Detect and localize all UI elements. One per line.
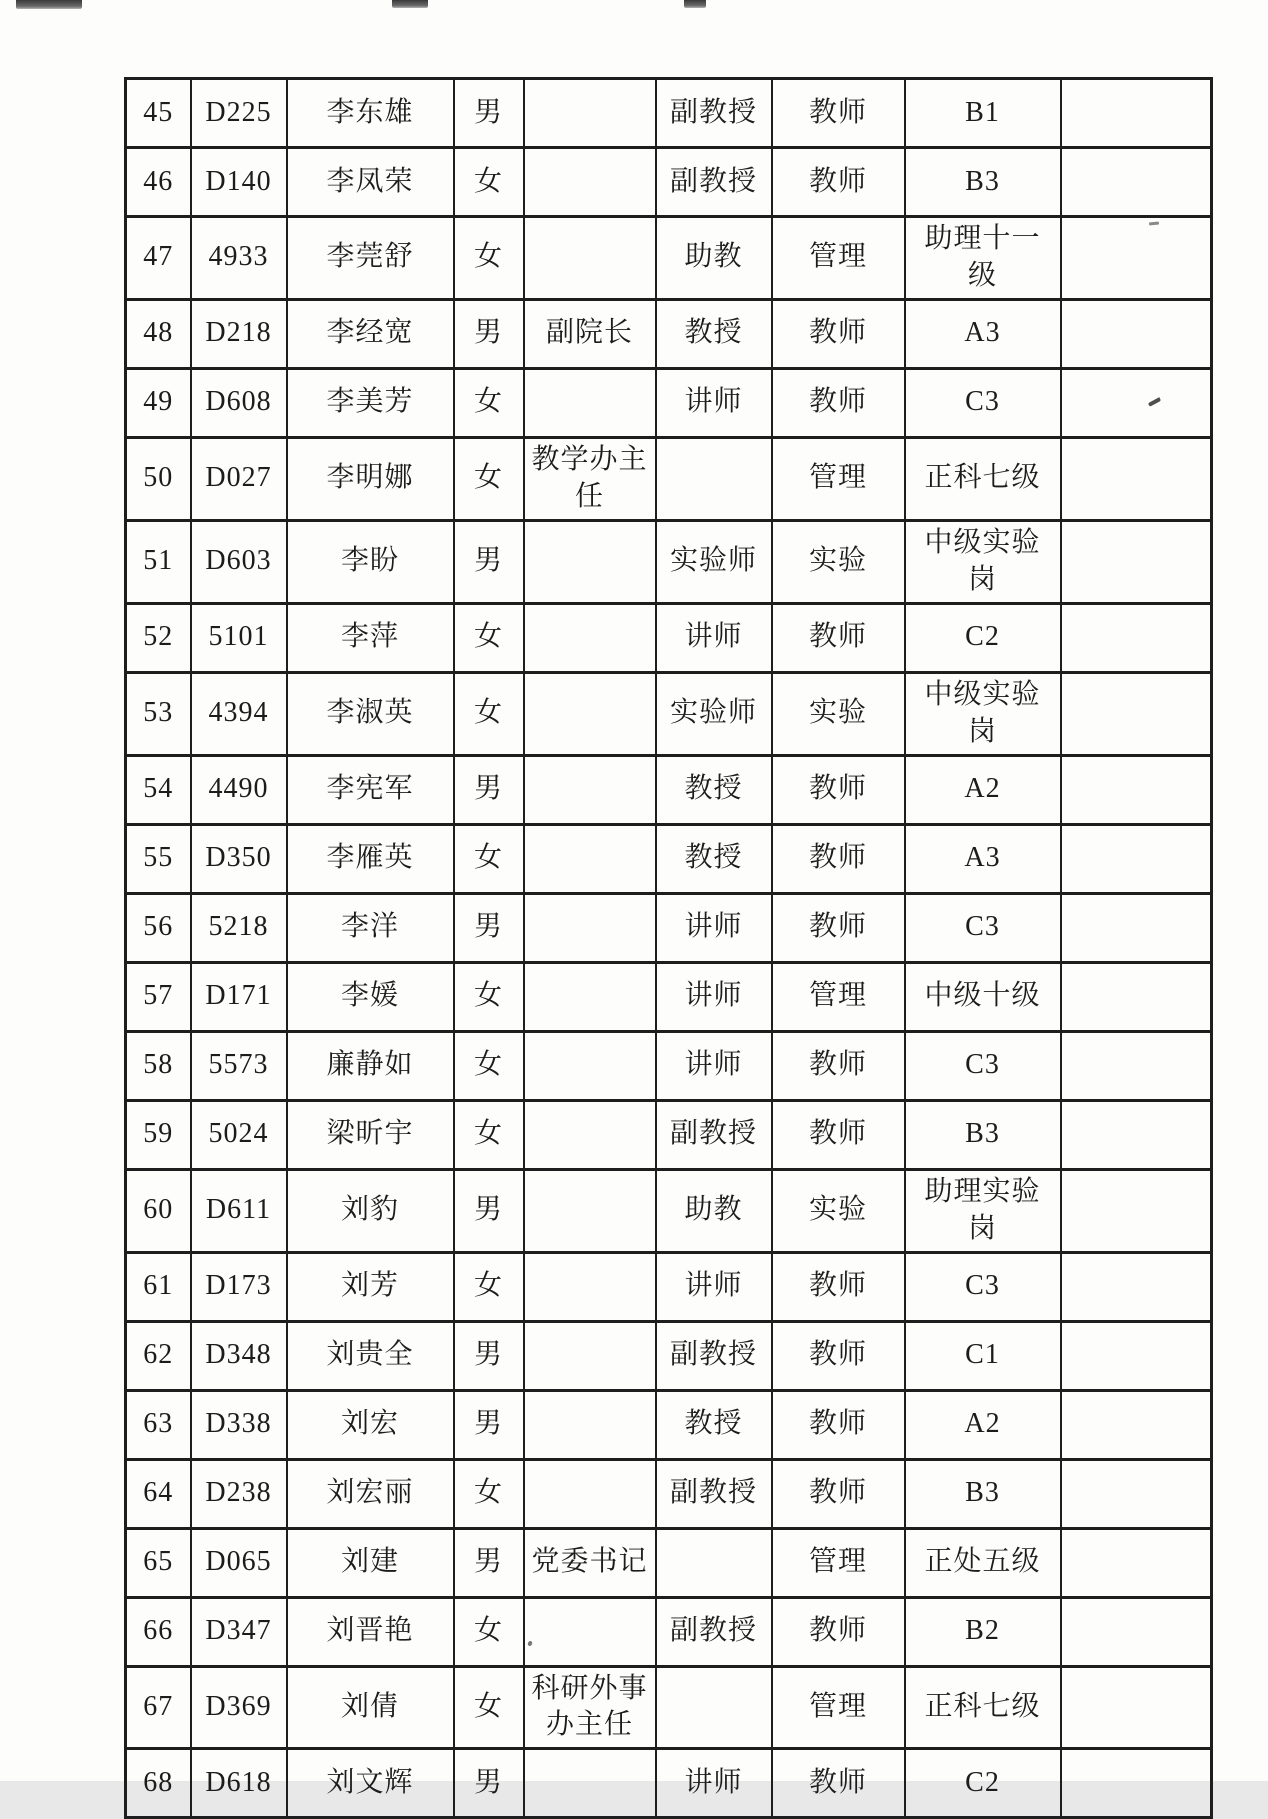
cell-seq: 51	[126, 520, 191, 603]
cell-level: 中级实验岗	[905, 520, 1061, 603]
table-row	[126, 1749, 1212, 1818]
scan-edge-artifact	[684, 0, 706, 8]
cell-gender: 男	[454, 893, 524, 962]
cell-code: 4394	[191, 672, 287, 755]
table-row	[126, 1597, 1212, 1666]
cell-duty	[524, 1100, 656, 1169]
cell-seq: 62	[126, 1321, 191, 1390]
table-row	[126, 824, 1212, 893]
cell-title	[656, 437, 772, 520]
cell-duty	[524, 755, 656, 824]
cell-duty	[524, 217, 656, 300]
cell-category: 教师	[772, 603, 905, 672]
cell-seq: 68	[126, 1749, 191, 1818]
cell-code: D608	[191, 368, 287, 437]
cell-code: 5024	[191, 1100, 287, 1169]
cell-category: 管理	[772, 217, 905, 300]
cell-name: 李盼	[287, 520, 454, 603]
cell-level: 中级十级	[905, 962, 1061, 1031]
cell-code: D618	[191, 1749, 287, 1818]
table-row	[126, 1252, 1212, 1321]
cell-gender: 男	[454, 755, 524, 824]
cell-category: 教师	[772, 1031, 905, 1100]
cell-category: 教师	[772, 1390, 905, 1459]
cell-name: 刘宏丽	[287, 1459, 454, 1528]
cell-title: 讲师	[656, 1031, 772, 1100]
cell-name: 刘晋艳	[287, 1597, 454, 1666]
cell-gender: 女	[454, 1031, 524, 1100]
cell-gender: 女	[454, 1100, 524, 1169]
cell-remark	[1061, 1597, 1212, 1666]
cell-gender: 男	[454, 79, 524, 148]
cell-category: 教师	[772, 299, 905, 368]
cell-name: 李宪军	[287, 755, 454, 824]
cell-duty	[524, 1252, 656, 1321]
cell-level: C1	[905, 1321, 1061, 1390]
cell-title: 讲师	[656, 1252, 772, 1321]
cell-name: 刘豹	[287, 1169, 454, 1252]
cell-category: 管理	[772, 962, 905, 1031]
cell-duty	[524, 1321, 656, 1390]
cell-level: B3	[905, 148, 1061, 217]
personnel-roster-table	[124, 77, 1213, 1819]
cell-remark	[1061, 755, 1212, 824]
cell-code: D140	[191, 148, 287, 217]
cell-code: D027	[191, 437, 287, 520]
cell-remark	[1061, 148, 1212, 217]
cell-title: 讲师	[656, 368, 772, 437]
cell-code: D238	[191, 1459, 287, 1528]
cell-category: 教师	[772, 1749, 905, 1818]
cell-category: 教师	[772, 893, 905, 962]
table-row	[126, 1321, 1212, 1390]
cell-gender: 男	[454, 299, 524, 368]
cell-category: 管理	[772, 1528, 905, 1597]
cell-title: 讲师	[656, 962, 772, 1031]
cell-gender: 女	[454, 1666, 524, 1749]
table-body	[126, 79, 1212, 1818]
cell-title: 教授	[656, 755, 772, 824]
cell-seq: 58	[126, 1031, 191, 1100]
cell-title: 实验师	[656, 672, 772, 755]
cell-duty	[524, 893, 656, 962]
cell-code: D218	[191, 299, 287, 368]
cell-title: 讲师	[656, 1749, 772, 1818]
cell-duty: 副院长	[524, 299, 656, 368]
cell-remark	[1061, 962, 1212, 1031]
cell-title: 助教	[656, 217, 772, 300]
cell-name: 李莞舒	[287, 217, 454, 300]
cell-title: 教授	[656, 299, 772, 368]
table-row	[126, 1528, 1212, 1597]
cell-remark	[1061, 824, 1212, 893]
cell-title: 助教	[656, 1169, 772, 1252]
cell-seq: 47	[126, 217, 191, 300]
cell-level: 正科七级	[905, 437, 1061, 520]
cell-name: 刘倩	[287, 1666, 454, 1749]
cell-gender: 男	[454, 1749, 524, 1818]
cell-category: 教师	[772, 1100, 905, 1169]
cell-code: D338	[191, 1390, 287, 1459]
cell-level: 正处五级	[905, 1528, 1061, 1597]
table-row	[126, 1100, 1212, 1169]
cell-remark	[1061, 520, 1212, 603]
cell-name: 李淑英	[287, 672, 454, 755]
cell-seq: 50	[126, 437, 191, 520]
cell-seq: 45	[126, 79, 191, 148]
cell-name: 刘芳	[287, 1252, 454, 1321]
cell-seq: 46	[126, 148, 191, 217]
cell-gender: 女	[454, 368, 524, 437]
cell-duty: 党委书记	[524, 1528, 656, 1597]
cell-name: 李洋	[287, 893, 454, 962]
cell-duty	[524, 1459, 656, 1528]
table-row	[126, 1169, 1212, 1252]
cell-remark	[1061, 1528, 1212, 1597]
cell-code: D171	[191, 962, 287, 1031]
cell-category: 教师	[772, 1321, 905, 1390]
cell-category: 教师	[772, 1252, 905, 1321]
cell-level: A2	[905, 1390, 1061, 1459]
cell-seq: 52	[126, 603, 191, 672]
table-row	[126, 79, 1212, 148]
cell-category: 教师	[772, 824, 905, 893]
cell-level: C3	[905, 1031, 1061, 1100]
cell-name: 刘贵全	[287, 1321, 454, 1390]
cell-code: D611	[191, 1169, 287, 1252]
cell-remark	[1061, 299, 1212, 368]
cell-name: 廉静如	[287, 1031, 454, 1100]
cell-seq: 67	[126, 1666, 191, 1749]
scan-edge-artifact	[16, 0, 82, 9]
table-row	[126, 755, 1212, 824]
cell-gender: 男	[454, 1169, 524, 1252]
cell-remark	[1061, 437, 1212, 520]
cell-title: 副教授	[656, 1459, 772, 1528]
cell-duty	[524, 672, 656, 755]
cell-title: 教授	[656, 1390, 772, 1459]
cell-level: B1	[905, 79, 1061, 148]
cell-duty	[524, 148, 656, 217]
cell-category: 管理	[772, 437, 905, 520]
cell-level: C3	[905, 893, 1061, 962]
cell-level: B3	[905, 1459, 1061, 1528]
cell-category: 教师	[772, 79, 905, 148]
cell-name: 李媛	[287, 962, 454, 1031]
cell-gender: 女	[454, 148, 524, 217]
cell-level: 中级实验岗	[905, 672, 1061, 755]
cell-duty	[524, 1749, 656, 1818]
table-row	[126, 603, 1212, 672]
cell-gender: 女	[454, 962, 524, 1031]
cell-category: 管理	[772, 1666, 905, 1749]
cell-seq: 63	[126, 1390, 191, 1459]
cell-name: 刘文辉	[287, 1749, 454, 1818]
cell-title: 副教授	[656, 148, 772, 217]
cell-gender: 女	[454, 1459, 524, 1528]
cell-code: D348	[191, 1321, 287, 1390]
cell-seq: 49	[126, 368, 191, 437]
cell-gender: 男	[454, 1528, 524, 1597]
cell-name: 刘建	[287, 1528, 454, 1597]
cell-name: 李萍	[287, 603, 454, 672]
table-row	[126, 217, 1212, 300]
cell-gender: 女	[454, 217, 524, 300]
table-row	[126, 437, 1212, 520]
cell-code: 4490	[191, 755, 287, 824]
cell-seq: 55	[126, 824, 191, 893]
cell-category: 教师	[772, 1459, 905, 1528]
cell-seq: 56	[126, 893, 191, 962]
cell-title: 讲师	[656, 603, 772, 672]
cell-duty	[524, 603, 656, 672]
cell-title: 教授	[656, 824, 772, 893]
cell-code: D347	[191, 1597, 287, 1666]
cell-code: D173	[191, 1252, 287, 1321]
cell-seq: 64	[126, 1459, 191, 1528]
table-row	[126, 368, 1212, 437]
cell-level: 正科七级	[905, 1666, 1061, 1749]
cell-name: 刘宏	[287, 1390, 454, 1459]
cell-title	[656, 1666, 772, 1749]
cell-title	[656, 1528, 772, 1597]
cell-duty	[524, 1597, 656, 1666]
cell-gender: 女	[454, 437, 524, 520]
cell-category: 教师	[772, 148, 905, 217]
cell-remark	[1061, 1749, 1212, 1818]
cell-duty	[524, 368, 656, 437]
cell-level: A2	[905, 755, 1061, 824]
cell-level: C2	[905, 603, 1061, 672]
cell-title: 讲师	[656, 893, 772, 962]
cell-name: 李凤荣	[287, 148, 454, 217]
cell-remark	[1061, 893, 1212, 962]
cell-name: 梁昕宇	[287, 1100, 454, 1169]
cell-seq: 66	[126, 1597, 191, 1666]
cell-seq: 61	[126, 1252, 191, 1321]
cell-remark	[1061, 217, 1212, 300]
cell-remark	[1061, 368, 1212, 437]
cell-code: D603	[191, 520, 287, 603]
cell-duty	[524, 1390, 656, 1459]
table-row	[126, 672, 1212, 755]
cell-gender: 男	[454, 1321, 524, 1390]
cell-code: 4933	[191, 217, 287, 300]
cell-gender: 男	[454, 520, 524, 603]
cell-gender: 女	[454, 1597, 524, 1666]
cell-remark	[1061, 1459, 1212, 1528]
cell-category: 实验	[772, 520, 905, 603]
cell-code: D369	[191, 1666, 287, 1749]
cell-seq: 59	[126, 1100, 191, 1169]
cell-code: D350	[191, 824, 287, 893]
cell-title: 副教授	[656, 79, 772, 148]
cell-duty: 科研外事办主任	[524, 1666, 656, 1749]
cell-code: 5101	[191, 603, 287, 672]
cell-level: C3	[905, 368, 1061, 437]
cell-remark	[1061, 1321, 1212, 1390]
cell-duty	[524, 1169, 656, 1252]
table-row	[126, 962, 1212, 1031]
cell-gender: 男	[454, 1390, 524, 1459]
cell-duty	[524, 962, 656, 1031]
table-row	[126, 1390, 1212, 1459]
cell-title: 副教授	[656, 1321, 772, 1390]
cell-level: B2	[905, 1597, 1061, 1666]
cell-remark	[1061, 1390, 1212, 1459]
cell-seq: 57	[126, 962, 191, 1031]
cell-level: 助理实验岗	[905, 1169, 1061, 1252]
cell-category: 教师	[772, 1597, 905, 1666]
cell-remark	[1061, 1100, 1212, 1169]
cell-duty	[524, 520, 656, 603]
cell-name: 李雁英	[287, 824, 454, 893]
table-row	[126, 1031, 1212, 1100]
cell-remark	[1061, 672, 1212, 755]
table-row	[126, 148, 1212, 217]
cell-level: 助理十一级	[905, 217, 1061, 300]
cell-category: 实验	[772, 672, 905, 755]
cell-seq: 48	[126, 299, 191, 368]
table-row	[126, 520, 1212, 603]
cell-seq: 60	[126, 1169, 191, 1252]
cell-name: 李东雄	[287, 79, 454, 148]
cell-category: 教师	[772, 368, 905, 437]
cell-code: D065	[191, 1528, 287, 1597]
cell-remark	[1061, 1169, 1212, 1252]
cell-seq: 54	[126, 755, 191, 824]
cell-duty	[524, 79, 656, 148]
cell-level: C3	[905, 1252, 1061, 1321]
cell-remark	[1061, 603, 1212, 672]
scan-edge-artifact	[392, 0, 428, 8]
cell-name: 李美芳	[287, 368, 454, 437]
table-row	[126, 1459, 1212, 1528]
cell-seq: 53	[126, 672, 191, 755]
cell-category: 教师	[772, 755, 905, 824]
cell-gender: 女	[454, 672, 524, 755]
table-row	[126, 1666, 1212, 1749]
cell-code: 5573	[191, 1031, 287, 1100]
cell-remark	[1061, 1031, 1212, 1100]
cell-seq: 65	[126, 1528, 191, 1597]
cell-gender: 女	[454, 1252, 524, 1321]
cell-category: 实验	[772, 1169, 905, 1252]
cell-code: D225	[191, 79, 287, 148]
cell-level: A3	[905, 824, 1061, 893]
cell-duty: 教学办主任	[524, 437, 656, 520]
cell-name: 李明娜	[287, 437, 454, 520]
cell-gender: 女	[454, 824, 524, 893]
table-row	[126, 893, 1212, 962]
cell-title: 副教授	[656, 1597, 772, 1666]
cell-duty	[524, 1031, 656, 1100]
cell-level: B3	[905, 1100, 1061, 1169]
cell-title: 副教授	[656, 1100, 772, 1169]
cell-remark	[1061, 79, 1212, 148]
table-row	[126, 299, 1212, 368]
cell-level: C2	[905, 1749, 1061, 1818]
cell-remark	[1061, 1666, 1212, 1749]
cell-remark	[1061, 1252, 1212, 1321]
cell-duty	[524, 824, 656, 893]
cell-title: 实验师	[656, 520, 772, 603]
cell-level: A3	[905, 299, 1061, 368]
cell-code: 5218	[191, 893, 287, 962]
cell-name: 李经宽	[287, 299, 454, 368]
cell-gender: 女	[454, 603, 524, 672]
